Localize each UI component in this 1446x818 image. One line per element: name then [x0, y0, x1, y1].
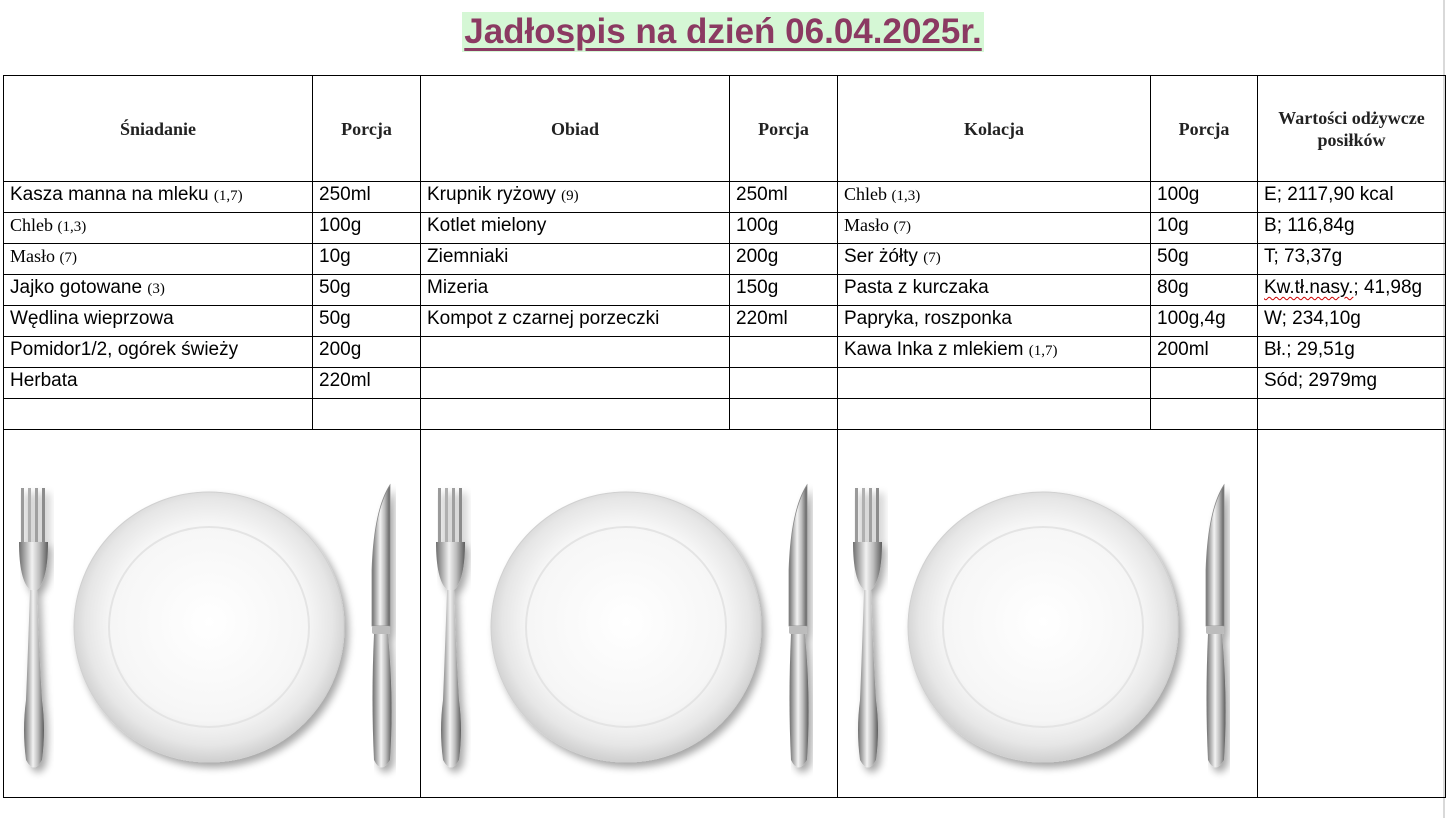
breakfast-item — [4, 213, 313, 244]
image-row — [4, 430, 1446, 798]
breakfast-item-name: Pomidor1/2, ogórek świeży — [10, 339, 239, 360]
dinner-portion: 200ml — [1151, 337, 1258, 368]
knife-icon — [789, 485, 809, 768]
table-row — [4, 244, 1446, 275]
lunch-item-name: Ziemniaki — [427, 246, 509, 267]
dinner-portion — [1151, 368, 1258, 399]
nutrition-amount: ; 116,84g — [1276, 215, 1355, 236]
nutrition-value — [1258, 368, 1446, 399]
nutrition-amount: ; 73,37g — [1273, 246, 1343, 267]
lunch-portion: 220ml — [730, 306, 838, 337]
fork-icon — [853, 488, 882, 768]
dinner-portion: 80g — [1151, 275, 1258, 306]
breakfast-item — [4, 182, 313, 213]
place-setting-drawing — [838, 430, 1254, 797]
lunch-portion: 150g — [730, 275, 838, 306]
breakfast-item-name: Kasza manna na mleku — [10, 184, 209, 205]
lunch-portion: 200g — [730, 244, 838, 275]
dinner-portion: 100g — [1151, 182, 1258, 213]
menu-rows — [4, 182, 1446, 430]
breakfast-item-name: Chleb — [10, 215, 53, 235]
lunch-item-name: Krupnik ryżowy — [427, 184, 556, 205]
breakfast-image-cell — [4, 430, 421, 798]
breakfast-portion: 50g — [313, 275, 421, 306]
nutrition-label: Sód — [1264, 370, 1298, 391]
dinner-item-name: Kawa Inka z mlekiem — [844, 339, 1024, 360]
breakfast-item — [4, 337, 313, 368]
dinner-item-name: Chleb — [844, 184, 887, 204]
dinner-allergens: (7) — [923, 250, 941, 266]
lunch-item-name: Mizeria — [427, 277, 489, 298]
menu-table — [3, 75, 1446, 798]
header-dinner: Kolacja — [838, 76, 1151, 182]
lunch-portion: 100g — [730, 213, 838, 244]
nutrition-value — [1258, 399, 1446, 430]
nutrition-image-cell — [1258, 430, 1446, 798]
lunch-portion — [730, 368, 838, 399]
dinner-item-name: Masło — [844, 215, 889, 235]
plate-icon — [908, 492, 1178, 762]
header-nutrition: Wartości odżywcze posiłków — [1258, 76, 1446, 182]
table-row — [4, 368, 1446, 399]
breakfast-allergens: (1,3) — [57, 219, 87, 235]
place-setting-drawing — [4, 430, 420, 797]
dinner-portion: 10g — [1151, 213, 1258, 244]
dinner-item-name: Papryka, roszponka — [844, 308, 1012, 329]
breakfast-portion: 100g — [313, 213, 421, 244]
place-setting-drawing — [421, 430, 837, 797]
lunch-portion — [730, 337, 838, 368]
dinner-item — [838, 213, 1151, 244]
dinner-item — [838, 399, 1151, 430]
fork-icon — [19, 488, 48, 768]
nutrition-value — [1258, 337, 1446, 368]
nutrition-label: W — [1264, 308, 1282, 329]
dinner-item — [838, 306, 1151, 337]
table-row — [4, 337, 1446, 368]
dinner-image-cell — [838, 430, 1258, 798]
dinner-allergens: (1,7) — [1028, 343, 1058, 359]
dinner-item — [838, 368, 1151, 399]
nutrition-value — [1258, 306, 1446, 337]
breakfast-item — [4, 368, 313, 399]
dinner-item-name: Pasta z kurczaka — [844, 277, 989, 298]
nutrition-amount: ; 41,98g — [1353, 277, 1423, 298]
dinner-portion: 50g — [1151, 244, 1258, 275]
nutrition-amount: ; 2979mg — [1297, 370, 1378, 391]
plate-icon — [74, 492, 344, 762]
header-portion: Porcja — [1151, 76, 1258, 182]
lunch-item — [421, 368, 730, 399]
nutrition-amount: ; 234,10g — [1281, 308, 1361, 329]
dinner-item — [838, 182, 1151, 213]
nutrition-value — [1258, 213, 1446, 244]
dinner-item-name: Ser żółty — [844, 246, 918, 267]
nutrition-label: E — [1264, 184, 1277, 205]
nutrition-label: Bł. — [1264, 339, 1287, 360]
lunch-item — [421, 244, 730, 275]
breakfast-portion — [313, 399, 421, 430]
lunch-image-cell — [421, 430, 838, 798]
breakfast-item — [4, 244, 313, 275]
lunch-item — [421, 275, 730, 306]
dinner-item — [838, 337, 1151, 368]
breakfast-item-name: Herbata — [10, 370, 78, 391]
table-row — [4, 399, 1446, 430]
breakfast-item — [4, 275, 313, 306]
lunch-portion: 250ml — [730, 182, 838, 213]
header-row — [4, 76, 1446, 182]
knife-icon — [1206, 485, 1226, 768]
breakfast-portion: 50g — [313, 306, 421, 337]
dinner-portion: 100g,4g — [1151, 306, 1258, 337]
breakfast-portion: 10g — [313, 244, 421, 275]
title-container — [0, 12, 1446, 52]
table-row — [4, 182, 1446, 213]
place-setting-image — [421, 430, 837, 797]
lunch-item — [421, 182, 730, 213]
header-breakfast: Śniadanie — [4, 76, 313, 182]
nutrition-amount: ; 29,51g — [1286, 339, 1355, 360]
dinner-item — [838, 244, 1151, 275]
nutrition-value — [1258, 182, 1446, 213]
dinner-item — [838, 275, 1151, 306]
place-setting-image — [838, 430, 1254, 797]
lunch-portion — [730, 399, 838, 430]
lunch-item — [421, 337, 730, 368]
fork-icon — [436, 488, 465, 768]
nutrition-value — [1258, 275, 1446, 306]
knife-icon — [372, 485, 392, 768]
lunch-item-name: Kotlet mielony — [427, 215, 547, 236]
nutrition-label: B — [1264, 215, 1277, 236]
dinner-allergens: (1,3) — [891, 188, 921, 204]
breakfast-item — [4, 399, 313, 430]
page-title: Jadłospis na dzień 06.04.2025r. — [464, 12, 982, 51]
header-portion: Porcja — [730, 76, 838, 182]
breakfast-portion: 220ml — [313, 368, 421, 399]
breakfast-allergens: (7) — [59, 250, 77, 266]
place-setting-image — [4, 430, 420, 797]
nutrition-value — [1258, 244, 1446, 275]
lunch-item-name: Kompot z czarnej porzeczki — [427, 308, 660, 329]
table-row — [4, 213, 1446, 244]
nutrition-label: T — [1264, 246, 1274, 267]
dinner-allergens: (7) — [893, 219, 911, 235]
table-row — [4, 306, 1446, 337]
breakfast-allergens: (3) — [147, 281, 165, 297]
lunch-allergens: (9) — [561, 188, 579, 204]
breakfast-item-name: Masło — [10, 246, 55, 266]
header-portion: Porcja — [313, 76, 421, 182]
breakfast-allergens: (1,7) — [213, 188, 243, 204]
dinner-portion — [1151, 399, 1258, 430]
lunch-item — [421, 399, 730, 430]
nutrition-amount: ; 2117,90 kcal — [1276, 184, 1394, 205]
lunch-item — [421, 213, 730, 244]
breakfast-item — [4, 306, 313, 337]
breakfast-item-name: Wędlina wieprzowa — [10, 308, 174, 329]
table-row — [4, 275, 1446, 306]
breakfast-portion: 200g — [313, 337, 421, 368]
breakfast-portion: 250ml — [313, 182, 421, 213]
breakfast-item-name: Jajko gotowane — [10, 277, 143, 298]
lunch-item — [421, 306, 730, 337]
plate-icon — [491, 492, 761, 762]
nutrition-label: Kw.tł.nasy. — [1264, 277, 1354, 298]
header-lunch: Obiad — [421, 76, 730, 182]
